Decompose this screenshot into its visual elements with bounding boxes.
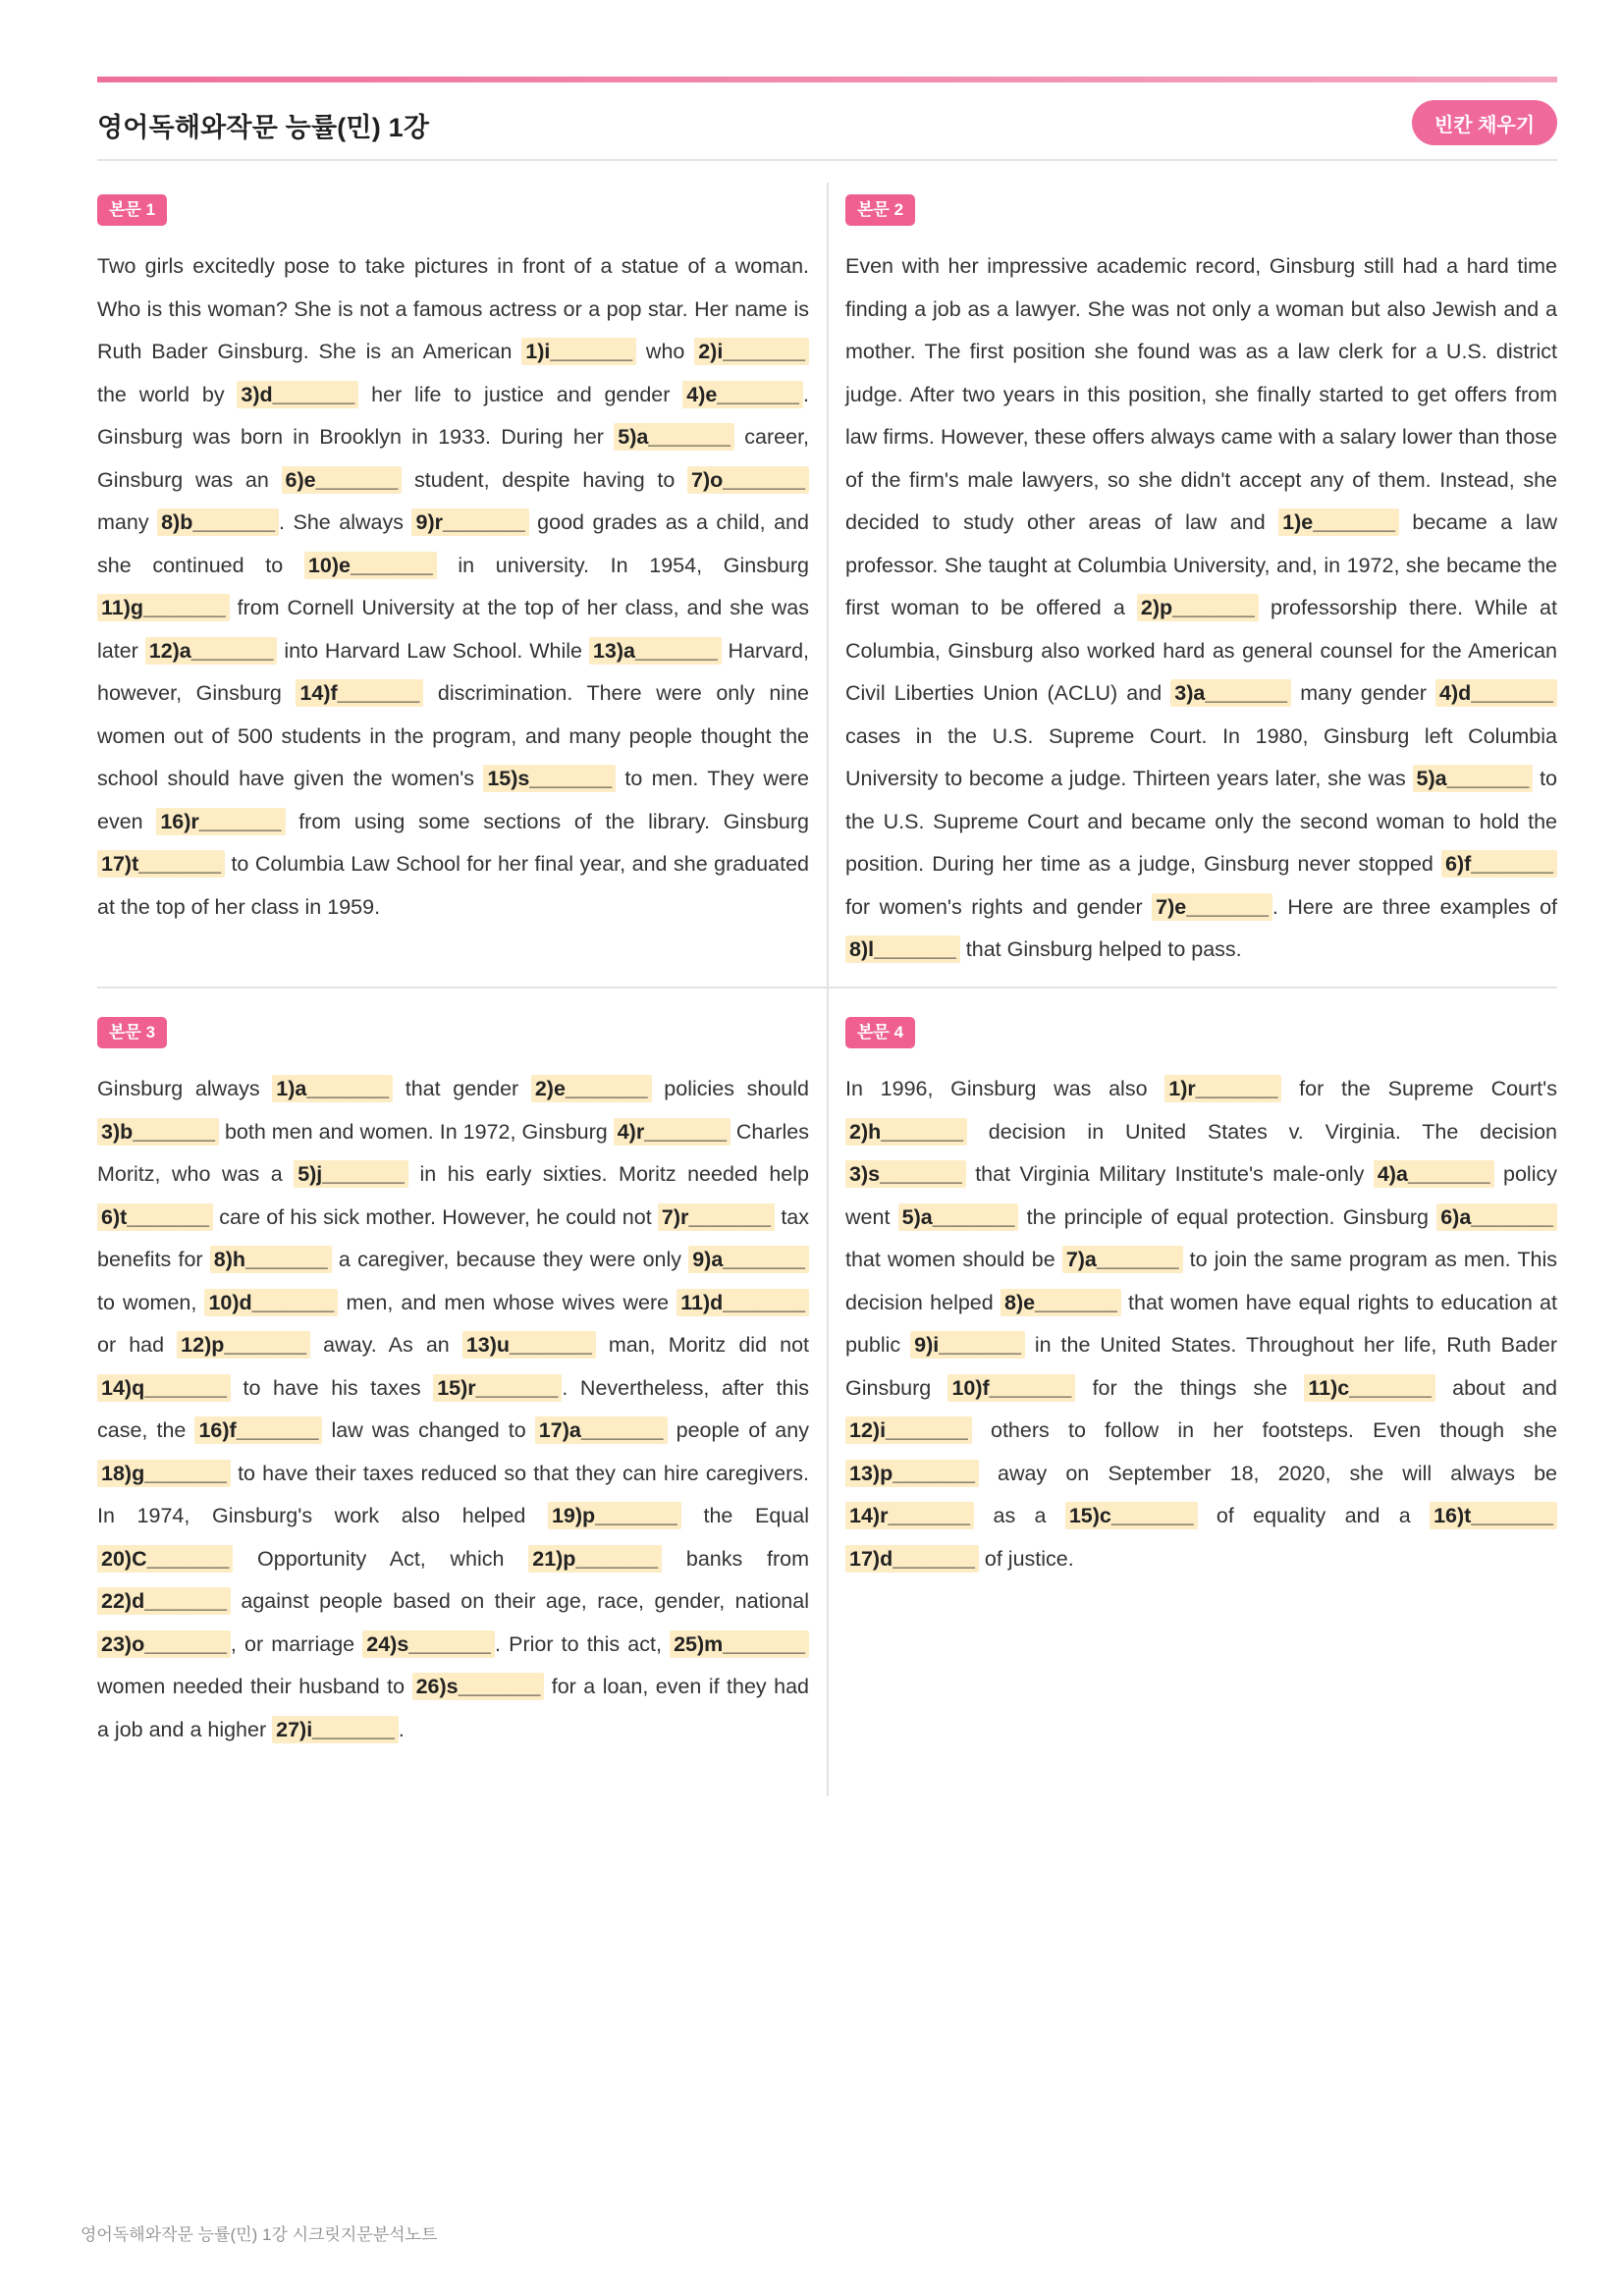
answer-blank: 12)p_______ [177,1331,310,1359]
answer-blank: 3)b_______ [97,1118,219,1146]
passage-text: Even with her impressive academic record, Ginsburg still had a hard time finding a job as a lawyer. She was not only a woman but also Jewish and a mother. The first position she found was as a law clerk for a U.S. district judge. After two years in this position, she finally started to get offers from law firms. However, these offers always came with a salary lower than those of the firm's male lawyers, so she didn't accept any of them. Instead, she decided to study other areas of law and 1)e_______ became a law professor. She taught at Columbia University, and, in 1972, she became the first woman to be offered a 2)p_______ professorship there. While at Columbia, Ginsburg also worked hard as general counsel for the American Civil Liberties Union (ACLU) and 3)a_______ many gender 4)d_______ cases in the U.S. Supreme Court. In 1980, Ginsburg left Columbia University to become a judge. Thirteen years later, she was 5)a_______ to the U.S. Supreme Court and became only the second woman to hold the position. During her time as a judge, Ginsburg never stopped 6)f_______ for women's rights and gender 7)e_______ . Here are three examples of 8)l_______ that Ginsburg helped to pass. [845,254,1558,961]
answer-blank: 16)f_______ [194,1416,322,1444]
answer-blank: 8)b_______ [157,508,279,536]
column-divider [827,183,829,1796]
answer-blank: 27)i_______ [272,1716,399,1743]
answer-blank: 2)p_______ [1137,594,1259,621]
answer-blank: 2)h_______ [845,1118,967,1146]
answer-blank: 3)a_______ [1170,679,1291,707]
answer-blank: 22)d_______ [97,1587,231,1615]
answer-blank: 3)d_______ [237,381,358,408]
passage-section-4 [845,1017,1557,1580]
answer-blank: 10)f_______ [947,1374,1075,1402]
answer-blank: 20)C_______ [97,1545,233,1573]
answer-blank: 17)a_______ [535,1416,668,1444]
passage-label: 본문 4 [845,1017,915,1048]
answer-blank: 15)s_______ [483,765,616,792]
answer-blank: 2)e_______ [531,1075,652,1102]
answer-blank: 24)s_______ [362,1630,495,1658]
answer-blank: 6)e_______ [282,466,403,494]
answer-blank: 25)m_______ [670,1630,809,1658]
answer-blank: 13)a_______ [589,637,722,665]
answer-blank: 12)i_______ [845,1416,972,1444]
answer-blank: 4)d_______ [1435,679,1557,707]
passage-section-2 [845,194,1557,972]
answer-blank: 1)a_______ [272,1075,393,1102]
answer-blank: 14)q_______ [97,1374,231,1402]
answer-blank: 6)f_______ [1441,850,1557,878]
page-header [97,96,1557,161]
answer-blank: 19)p_______ [548,1502,681,1529]
answer-blank: 7)o_______ [687,466,809,494]
answer-blank: 6)t_______ [97,1203,213,1231]
row-divider [97,987,1557,988]
answer-blank: 1)r_______ [1164,1075,1281,1102]
answer-blank: 7)r_______ [658,1203,775,1231]
answer-blank: 1)i_______ [521,338,636,365]
answer-blank: 15)r_______ [433,1374,562,1402]
answer-blank: 9)a_______ [688,1246,809,1273]
answer-blank: 23)o_______ [97,1630,231,1658]
answer-blank: 7)e_______ [1152,893,1272,921]
page-footer: 영어독해와작문 능률(민) 1강 시크릿지문분석노트 [81,2225,438,2244]
answer-blank: 17)d_______ [845,1545,979,1573]
answer-blank: 8)l_______ [845,935,960,963]
answer-blank: 6)a_______ [1436,1203,1557,1231]
passage-section-1 [97,194,809,929]
answer-blank: 18)g_______ [97,1460,231,1487]
answer-blank: 5)a_______ [898,1203,1019,1231]
header-accent-rule [97,77,1557,82]
answer-blank: 15)c_______ [1065,1502,1198,1529]
passage-label: 본문 1 [97,194,167,226]
answer-blank: 14)r_______ [845,1502,974,1529]
answer-blank: 9)i_______ [910,1331,1025,1359]
answer-blank: 5)a_______ [614,423,734,451]
passage-text: Two girls excitedly pose to take pictures in front of a statue of a woman. Who is this woman? She is not a famous actress or a pop star. Her name is Ruth Bader Ginsburg. She is an American 1)i_______ who 2)i_______ the world by 3)d_______ her life to justice and gender 4)e_______ . Ginsburg was born in Brooklyn in 1933. During her 5)a_______ career, Ginsburg was an 6)e_______ student, despite having to 7)o_______ many 8)b_______ . She always 9)r_______ good grades as a child, and she continued to 10)e_______ in university. In 1954, Ginsburg 11)g_______ from Cornell University at the top of her class, and she was later 12)a_______ into Harvard Law School. While 13)a_______ Harvard, however, Ginsburg 14)f_______ discrimination. There were only nine women out of 500 students in the program, and many people thought the school should have given the women's 15)s_______ to men. They were even 16)r_______ from using some sections of the library. Ginsburg 17)t_______ to Columbia Law School for her final year, and she graduated at the top of her class in 1959. [97,254,810,919]
answer-blank: 17)t_______ [97,850,225,878]
answer-blank: 5)j_______ [294,1160,408,1188]
answer-blank: 21)p_______ [528,1545,662,1573]
passage-label: 본문 3 [97,1017,167,1048]
answer-blank: 10)e_______ [304,552,437,579]
answer-blank: 11)g_______ [97,594,230,621]
answer-blank: 26)s_______ [412,1673,545,1700]
answer-blank: 11)d_______ [676,1289,809,1316]
answer-blank: 2)i_______ [694,338,809,365]
answer-blank: 9)r_______ [411,508,528,536]
answer-blank: 8)h_______ [210,1246,332,1273]
answer-blank: 7)a_______ [1062,1246,1183,1273]
passage-text: Ginsburg always 1)a_______ that gender 2)e_______ policies should 3)b_______ both men and women. In 1972, Ginsburg 4)r_______ Charles Moritz, who was a 5)j_______ in his early sixties. Moritz needed help 6)t_______ care of his sick mother. However, he could not 7)r_______ tax benefits for 8)h_______ a caregiver, because they were only 9)a_______ to women, 10)d_______ men, and men whose wives were 11)d_______ or had 12)p_______ away. As an 13)u_______ man, Moritz did not 14)q_______ to have his taxes 15)r_______ . Nevertheless, after this case, the 16)f_______ law was changed to 17)a_______ people of any 18)g_______ to have their taxes reduced so that they can hire caregivers. In 1974, Ginsburg's work also helped 19)p_______ the Equal 20)C_______ Opportunity Act, which 21)p_______ banks from 22)d_______ against people based on their age, race, gender, national 23)o_______ , or marriage 24)s_______ . Prior to this act, 25)m_______ women needed their husband to 26)s_______ for a loan, even if they had a job and a higher 27)i_______ . [97,1077,810,1741]
answer-blank: 5)a_______ [1413,765,1534,792]
answer-blank: 4)e_______ [682,381,803,408]
mode-badge: 빈칸 채우기 [1412,100,1557,145]
answer-blank: 1)e_______ [1278,508,1399,536]
answer-blank: 16)r_______ [156,808,285,835]
answer-blank: 12)a_______ [145,637,278,665]
answer-blank: 13)u_______ [462,1331,596,1359]
answer-blank: 4)a_______ [1374,1160,1494,1188]
answer-blank: 16)t_______ [1430,1502,1557,1529]
document-title: 영어독해와작문 능률(민) 1강 [97,113,430,142]
passage-text: In 1996, Ginsburg was also 1)r_______ for the Supreme Court's 2)h_______ decision in United States v. Virginia. The decision 3)s_______ that Virginia Military Institute's male-only 4)a_______ policy went 5)a_______ the principle of equal protection. Ginsburg 6)a_______ that women should be 7)a_______ to join the same program as men. This decision helped 8)e_______ that women have equal rights to education at public 9)i_______ in the United States. Throughout her life, Ruth Bader Ginsburg 10)f_______ for the things she 11)c_______ about and 12)i_______ others to follow in her footsteps. Even though she 13)p_______ away on September 18, 2020, she will always be 14)r_______ as a 15)c_______ of equality and a 16)t_______ 17)d_______ of justice. [845,1077,1557,1571]
answer-blank: 3)s_______ [845,1160,966,1188]
passage-label: 본문 2 [845,194,915,226]
passage-section-3 [97,1017,809,1751]
answer-blank: 4)r_______ [614,1118,730,1146]
answer-blank: 14)f_______ [296,679,423,707]
answer-blank: 8)e_______ [1001,1289,1121,1316]
answer-blank: 11)c_______ [1304,1374,1435,1402]
answer-blank: 10)d_______ [204,1289,338,1316]
passage-grid [97,183,1557,1796]
answer-blank: 13)p_______ [845,1460,979,1487]
